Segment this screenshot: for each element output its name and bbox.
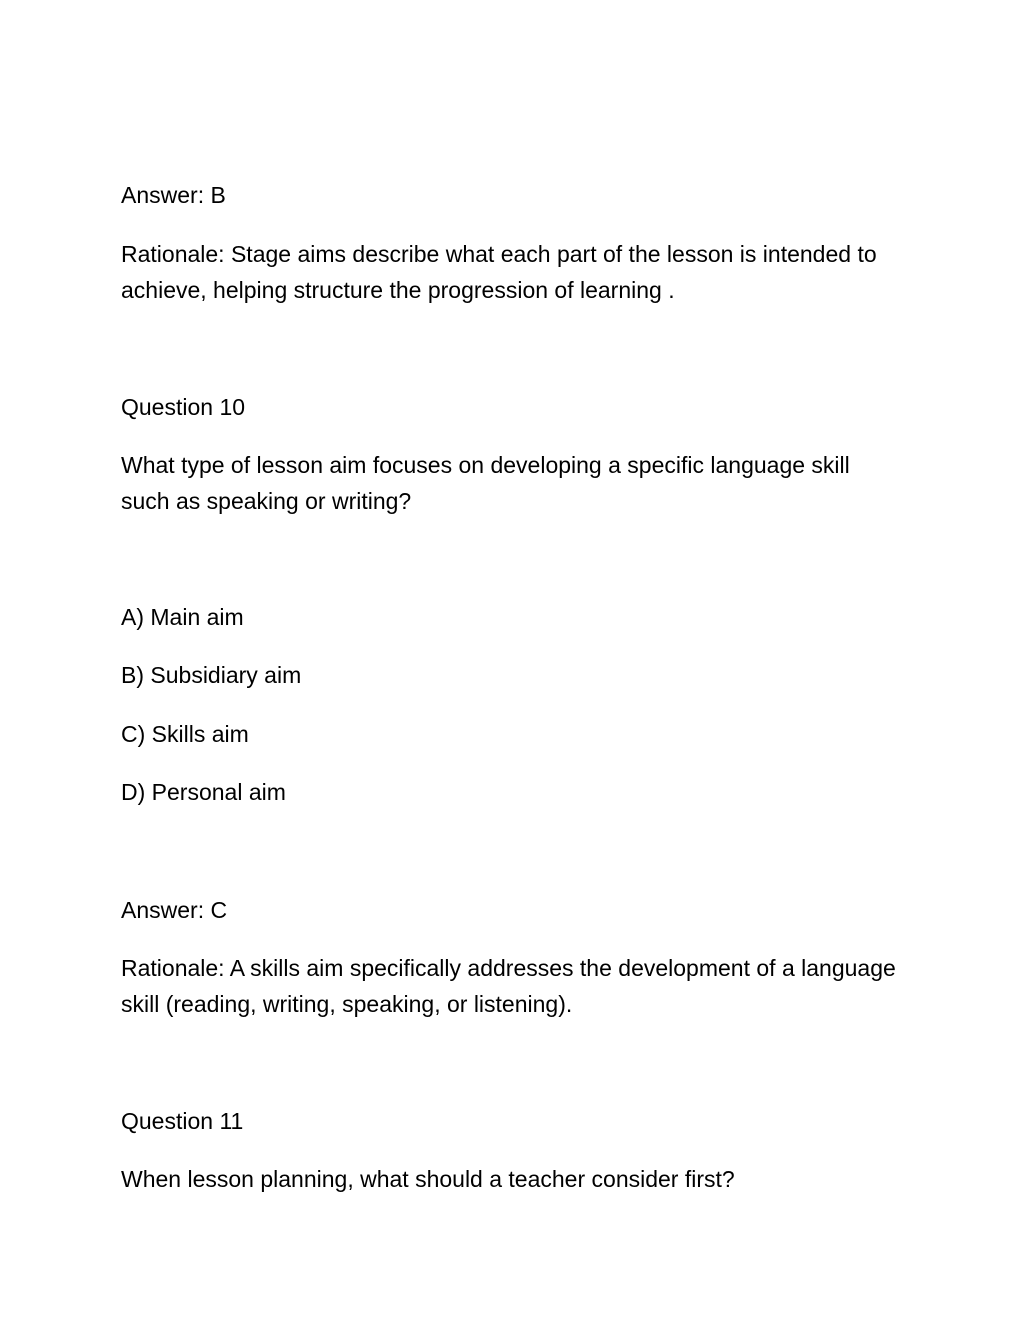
- option-c: C) Skills aim: [121, 721, 249, 747]
- question-text: What type of lesson aim focuses on developing a specific language skill such as speaking or writing?: [121, 452, 850, 514]
- option-a: A) Main aim: [121, 604, 244, 630]
- answer-line: Answer: B: [121, 182, 226, 208]
- rationale-paragraph: Rationale: Stage aims describe what each part of the lesson is intended to achieve, helping structure the progression of learning .: [121, 241, 877, 303]
- option-b: B) Subsidiary aim: [121, 662, 302, 688]
- option-d: D) Personal aim: [121, 779, 286, 805]
- question-heading: Question 11: [121, 1108, 244, 1134]
- rationale-paragraph: Rationale: A skills aim specifically addresses the development of a language skill (reading, writing, speaking, or listening).: [121, 955, 896, 1017]
- answer-line: Answer: C: [121, 897, 228, 923]
- question-heading: Question 10: [121, 394, 246, 420]
- question-text: When lesson planning, what should a teacher consider first?: [121, 1166, 735, 1192]
